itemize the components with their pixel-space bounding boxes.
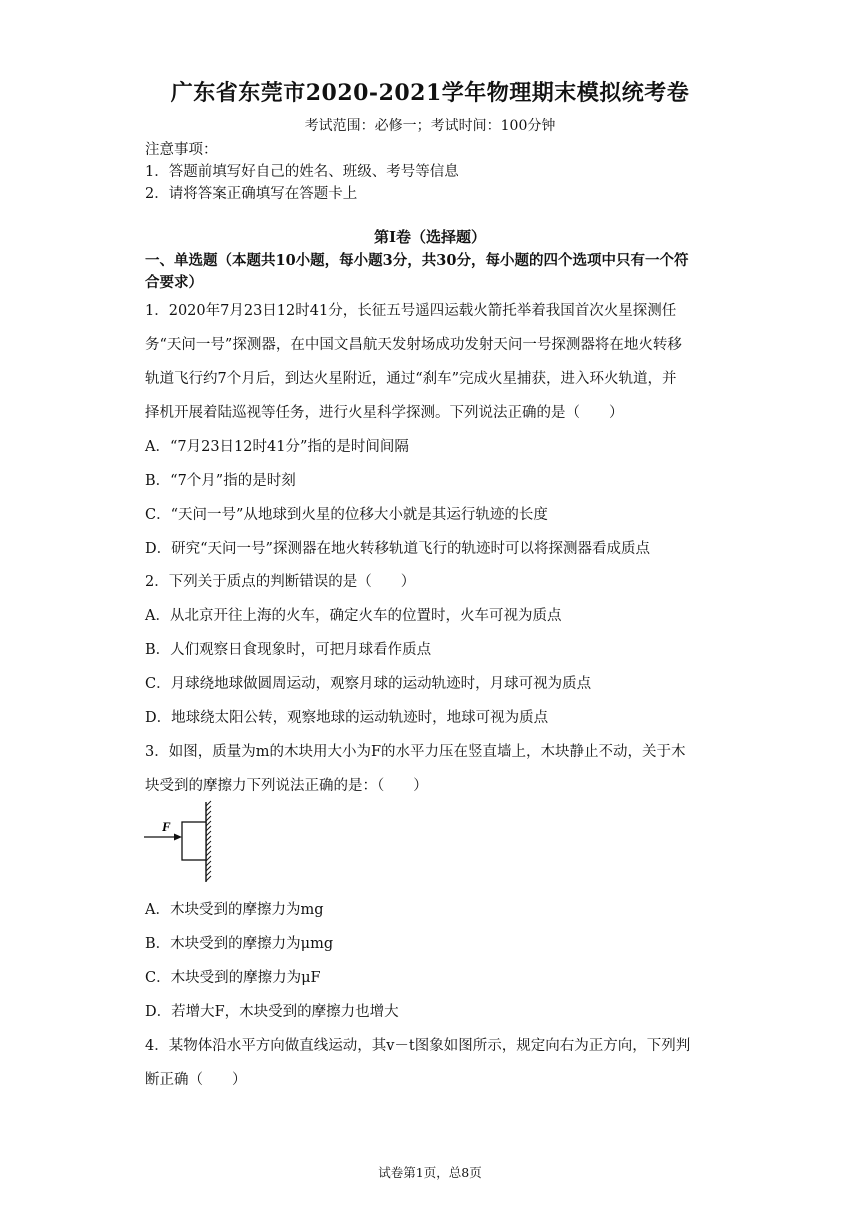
force-label: F [162, 819, 171, 834]
question-1-option-d: D．研究“天问一号”探测器在地火转移轨道飞行的轨迹时可以将探测器看成质点 [145, 541, 650, 557]
question-1-text: 务“天问一号”探测器，在中国文昌航天发射场成功发射天问一号探测器将在地火转移 [145, 337, 682, 353]
question-3-text: 3．如图，质量为m的木块用大小为F的水平力压在竖直墙上，木块静止不动，关于木 [145, 744, 686, 760]
question-2-option-c: C．月球绕地球做圆周运动，观察月球的运动轨迹时，月球可视为质点 [145, 676, 592, 692]
question-2-option-a: A．从北京开往上海的火车，确定火车的位置时，火车可视为质点 [145, 608, 562, 624]
page-footer: 试卷第1页，总8页 [378, 1165, 482, 1180]
question-3-option-c: C．木块受到的摩擦力为μF [145, 970, 321, 986]
exam-subtitle: 考试范围：必修一；考试时间：100分钟 [304, 118, 556, 134]
question-3-text: 块受到的摩擦力下列说法正确的是：（ ） [145, 778, 428, 794]
question-2-option-d: D．地球绕太阳公转，观察地球的运动轨迹时，地球可视为质点 [145, 710, 549, 726]
notice-heading: 注意事项： [145, 142, 218, 158]
question-2-text: 2．下列关于质点的判断错误的是（ ） [145, 574, 416, 590]
part-heading: 一、单选题（本题共10小题，每小题3分，共30分，每小题的四个选项中只有一个符 [145, 252, 689, 269]
block-on-wall-figure [140, 800, 220, 885]
question-4-text: 4．某物体沿水平方向做直线运动，其v－t图象如图所示，规定向右为正方向，下列判 [145, 1038, 691, 1054]
question-1-option-b: B．“7个月”指的是时刻 [145, 473, 296, 489]
question-1-text: 轨道飞行约7个月后，到达火星附近，通过“刹车”完成火星捕获，进入环火轨道，并 [145, 371, 677, 387]
question-2-option-b: B．人们观察日食现象时，可把月球看作质点 [145, 642, 432, 658]
notice-item: 2．请将答案正确填写在答题卡上 [145, 186, 358, 202]
notice-item: 1．答题前填写好自己的姓名、班级、考号等信息 [145, 164, 459, 180]
question-3-option-a: A．木块受到的摩擦力为mg [145, 902, 324, 918]
question-3-option-d: D．若增大F，木块受到的摩擦力也增大 [145, 1004, 399, 1020]
section-title: 第Ⅰ卷（选择题） [373, 228, 487, 246]
question-4-text: 断正确（ ） [145, 1072, 247, 1088]
question-3-option-b: B．木块受到的摩擦力为μmg [145, 936, 334, 952]
question-1-option-c: C．“天问一号”从地球到火星的位移大小就是其运行轨迹的长度 [145, 507, 548, 523]
question-1-text: 1．2020年7月23日12时41分，长征五号遥四运载火箭托举着我国首次火星探测任 [145, 303, 677, 319]
question-1-option-a: A．“7月23日12时41分”指的是时间间隔 [145, 439, 409, 455]
exam-title: 广东省东莞市2020-2021学年物理期末模拟统考卷 [170, 80, 690, 106]
question-1-text: 择机开展着陆巡视等任务，进行火星科学探测。下列说法正确的是（ ） [145, 405, 624, 421]
part-heading: 合要求） [145, 274, 203, 291]
